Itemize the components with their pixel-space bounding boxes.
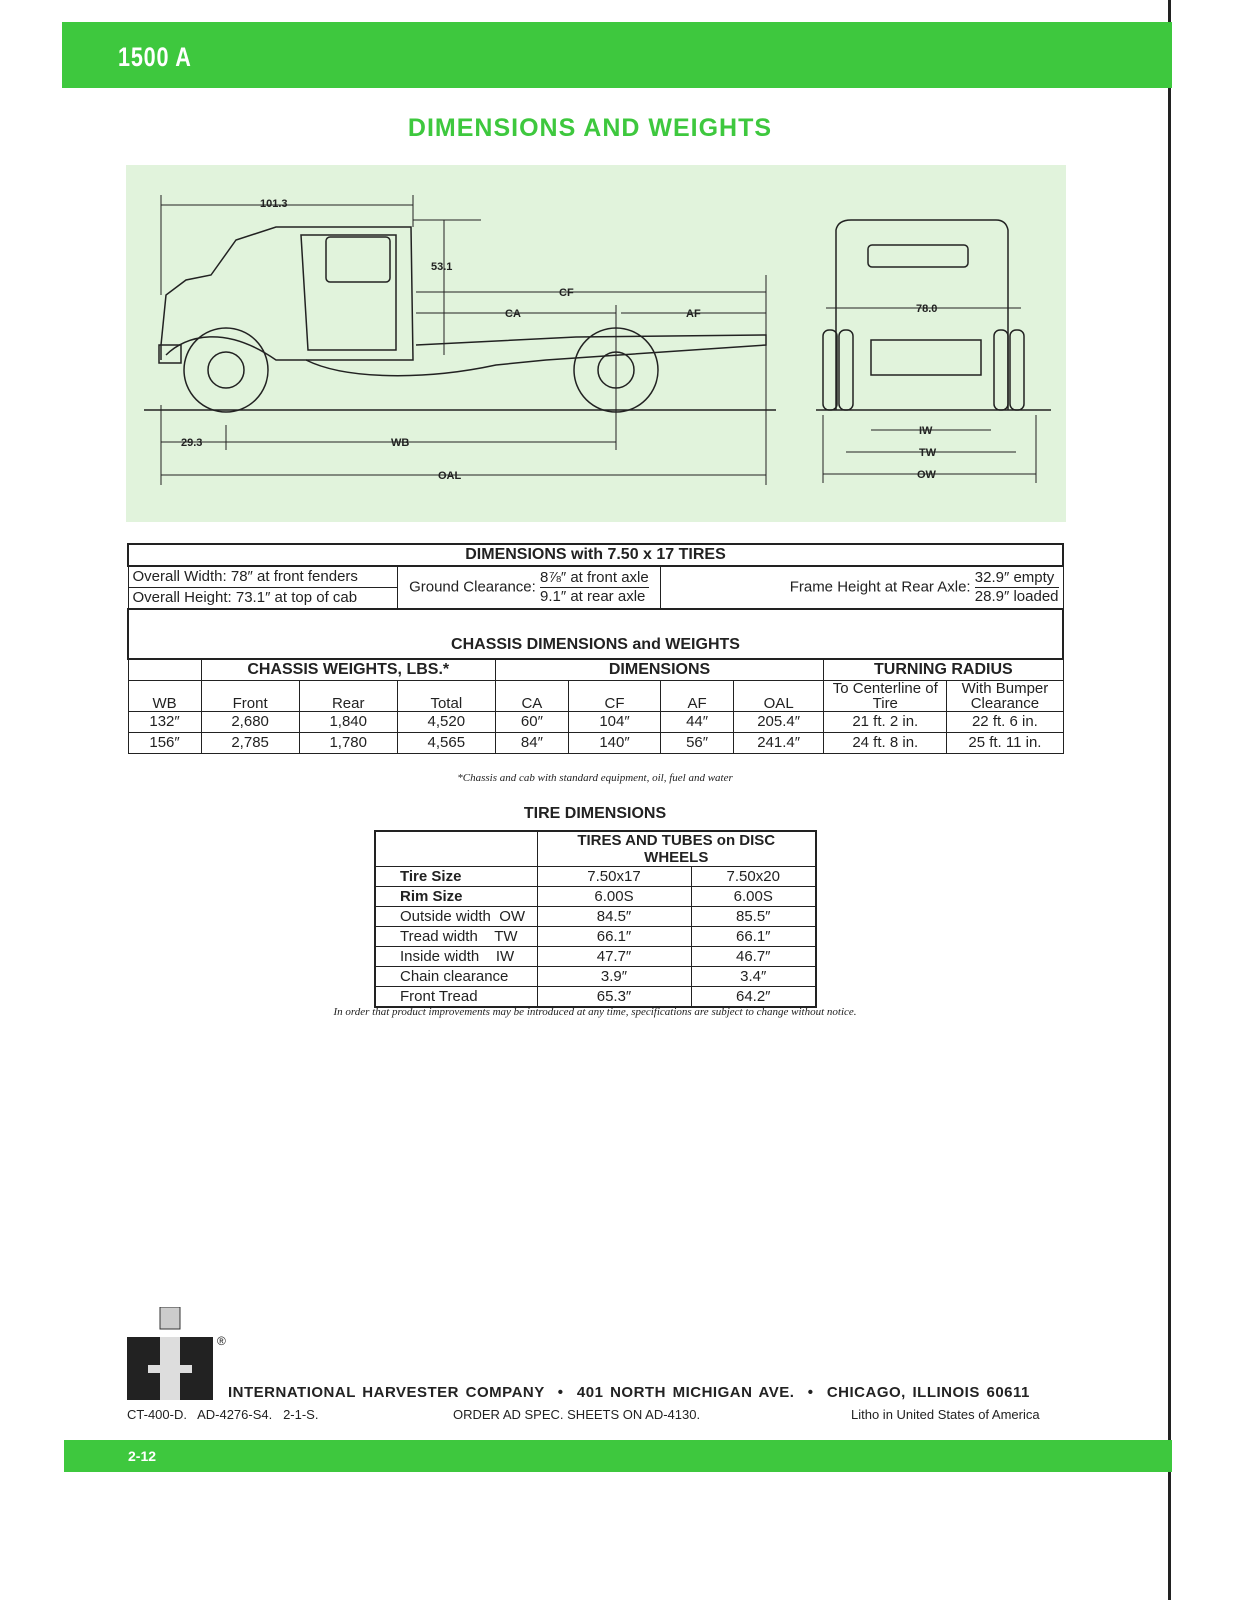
label-tw: TW <box>919 447 937 459</box>
tire-label: Rim Size <box>375 887 537 907</box>
tire-value: 6.00S <box>537 887 691 907</box>
table-cell: 205.4″ <box>734 712 824 733</box>
tire-row <box>375 967 816 987</box>
chassis-title: CHASSIS DIMENSIONS and WEIGHTS <box>128 609 1063 659</box>
tire-value: 64.2″ <box>691 987 816 1008</box>
frame-loaded: 28.9″ loaded <box>974 588 1059 605</box>
ground-front: 8⅞″ at front axle <box>540 569 649 586</box>
label-af: AF <box>686 308 701 320</box>
tire-value: 84.5″ <box>537 907 691 927</box>
header-bar <box>62 22 1172 88</box>
column-header: WB <box>128 681 201 712</box>
chassis-footnote: *Chassis and cab with standard equipment, oil, fuel and water <box>457 772 733 784</box>
group-turning: TURNING RADIUS <box>824 659 1063 681</box>
tire-label: Front Tread <box>375 987 537 1008</box>
tire-value: 7.50x20 <box>691 867 816 887</box>
tire-title: TIRE DIMENSIONS <box>523 805 667 822</box>
table-cell: 25 ft. 11 in. <box>947 733 1063 754</box>
tire-value: 85.5″ <box>691 907 816 927</box>
column-header: To Centerline of Tire <box>824 681 947 712</box>
model-name: 1500 A <box>118 42 192 72</box>
front-view-truck <box>816 220 1051 410</box>
tire-label: Outside width OW <box>375 907 537 927</box>
table-cell: 4,565 <box>397 733 495 754</box>
column-header: Rear <box>299 681 397 712</box>
truck-diagram <box>126 165 1066 522</box>
blank-cell <box>375 831 537 867</box>
ih-logo <box>127 1307 237 1407</box>
table-cell: 4,520 <box>397 712 495 733</box>
tire-row <box>375 867 816 887</box>
column-header: Total <box>397 681 495 712</box>
dimensions-table <box>127 543 1064 754</box>
table-cell: 60″ <box>495 712 568 733</box>
table-cell: 84″ <box>495 733 568 754</box>
group-dimensions: DIMENSIONS <box>495 659 823 681</box>
tire-value: 66.1″ <box>691 927 816 947</box>
ground-clearance-label: Ground Clearance: <box>409 578 536 596</box>
page-edge <box>1168 0 1171 1600</box>
disclaimer: In order that product improvements may be introduced at any time, specifications are subject to change without notice. <box>333 1006 857 1018</box>
side-dimension-lines <box>161 195 766 485</box>
table-cell: 2,680 <box>201 712 299 733</box>
ground-clearance <box>397 566 660 609</box>
tire-value: 7.50x17 <box>537 867 691 887</box>
label-width: 78.0 <box>916 303 938 315</box>
tire-value: 46.7″ <box>691 947 816 967</box>
column-header: With Bumper Clearance <box>947 681 1063 712</box>
table-row <box>128 712 1063 733</box>
blank-cell <box>128 659 201 681</box>
tire-value: 3.4″ <box>691 967 816 987</box>
label-ow: OW <box>917 469 936 481</box>
label-oal: OAL <box>438 470 462 482</box>
table-cell: 156″ <box>128 733 201 754</box>
label-front-overhang: 29.3 <box>181 437 203 449</box>
tire-row <box>375 927 816 947</box>
tire-value: 6.00S <box>691 887 816 907</box>
ground-rear: 9.1″ at rear axle <box>540 588 646 605</box>
page-title: DIMENSIONS AND WEIGHTS <box>407 114 773 142</box>
svg-text:®: ® <box>217 1334 226 1348</box>
label-iw: IW <box>919 425 933 437</box>
tire-row <box>375 907 816 927</box>
column-header: CF <box>568 681 660 712</box>
tire-label: Chain clearance <box>375 967 537 987</box>
table-cell: 56″ <box>661 733 734 754</box>
column-header: CA <box>495 681 568 712</box>
label-wb: WB <box>391 437 410 449</box>
page-number: 2-12 <box>128 1448 157 1464</box>
table-cell: 2,785 <box>201 733 299 754</box>
table-cell: 21 ft. 2 in. <box>824 712 947 733</box>
overall-width: Overall Width: 78″ at front fenders <box>128 566 397 588</box>
table-cell: 140″ <box>568 733 660 754</box>
form-codes: CT-400-D. AD-4276-S4. 2-1-S. <box>127 1407 319 1422</box>
column-header: AF <box>661 681 734 712</box>
tire-value: 3.9″ <box>537 967 691 987</box>
tire-row <box>375 887 816 907</box>
footer-bar <box>64 1440 1172 1472</box>
table-cell: 22 ft. 6 in. <box>947 712 1063 733</box>
table-cell: 24 ft. 8 in. <box>824 733 947 754</box>
dimensions-title: DIMENSIONS with 7.50 x 17 TIRES <box>128 544 1063 566</box>
table-cell: 44″ <box>661 712 734 733</box>
company-address: INTERNATIONAL HARVESTER COMPANY • 401 NORTH MICHIGAN AVE. • CHICAGO, ILLINOIS 60611 <box>228 1384 1030 1401</box>
overall-height: Overall Height: 73.1″ at top of cab <box>128 588 397 610</box>
litho-note: Litho in United States of America <box>851 1407 1040 1422</box>
label-ca: CA <box>505 308 521 320</box>
column-header: Front <box>201 681 299 712</box>
table-cell: 1,780 <box>299 733 397 754</box>
label-cab-to-front: 101.3 <box>260 198 288 210</box>
group-weights: CHASSIS WEIGHTS, LBS.* <box>201 659 495 681</box>
table-cell: 104″ <box>568 712 660 733</box>
tire-value: 47.7″ <box>537 947 691 967</box>
tire-value: 66.1″ <box>537 927 691 947</box>
tire-row <box>375 947 816 967</box>
tire-label: Tire Size <box>375 867 537 887</box>
table-cell: 241.4″ <box>734 733 824 754</box>
label-cab-height: 53.1 <box>431 261 453 273</box>
tire-table <box>374 830 817 1008</box>
order-note: ORDER AD SPEC. SHEETS ON AD-4130. <box>453 1407 701 1422</box>
label-cf: CF <box>559 287 574 299</box>
tire-value: 65.3″ <box>537 987 691 1008</box>
frame-height-label: Frame Height at Rear Axle: <box>789 578 971 596</box>
tire-header: TIRES AND TUBES on DISC WHEELS <box>537 831 816 867</box>
tire-label: Inside width IW <box>375 947 537 967</box>
frame-height <box>661 566 1063 609</box>
tire-row <box>375 987 816 1008</box>
table-cell: 132″ <box>128 712 201 733</box>
table-cell: 1,840 <box>299 712 397 733</box>
table-row <box>128 733 1063 754</box>
frame-empty: 32.9″ empty <box>975 569 1059 588</box>
column-header: OAL <box>734 681 824 712</box>
side-view-truck <box>144 227 776 412</box>
tire-label: Tread width TW <box>375 927 537 947</box>
